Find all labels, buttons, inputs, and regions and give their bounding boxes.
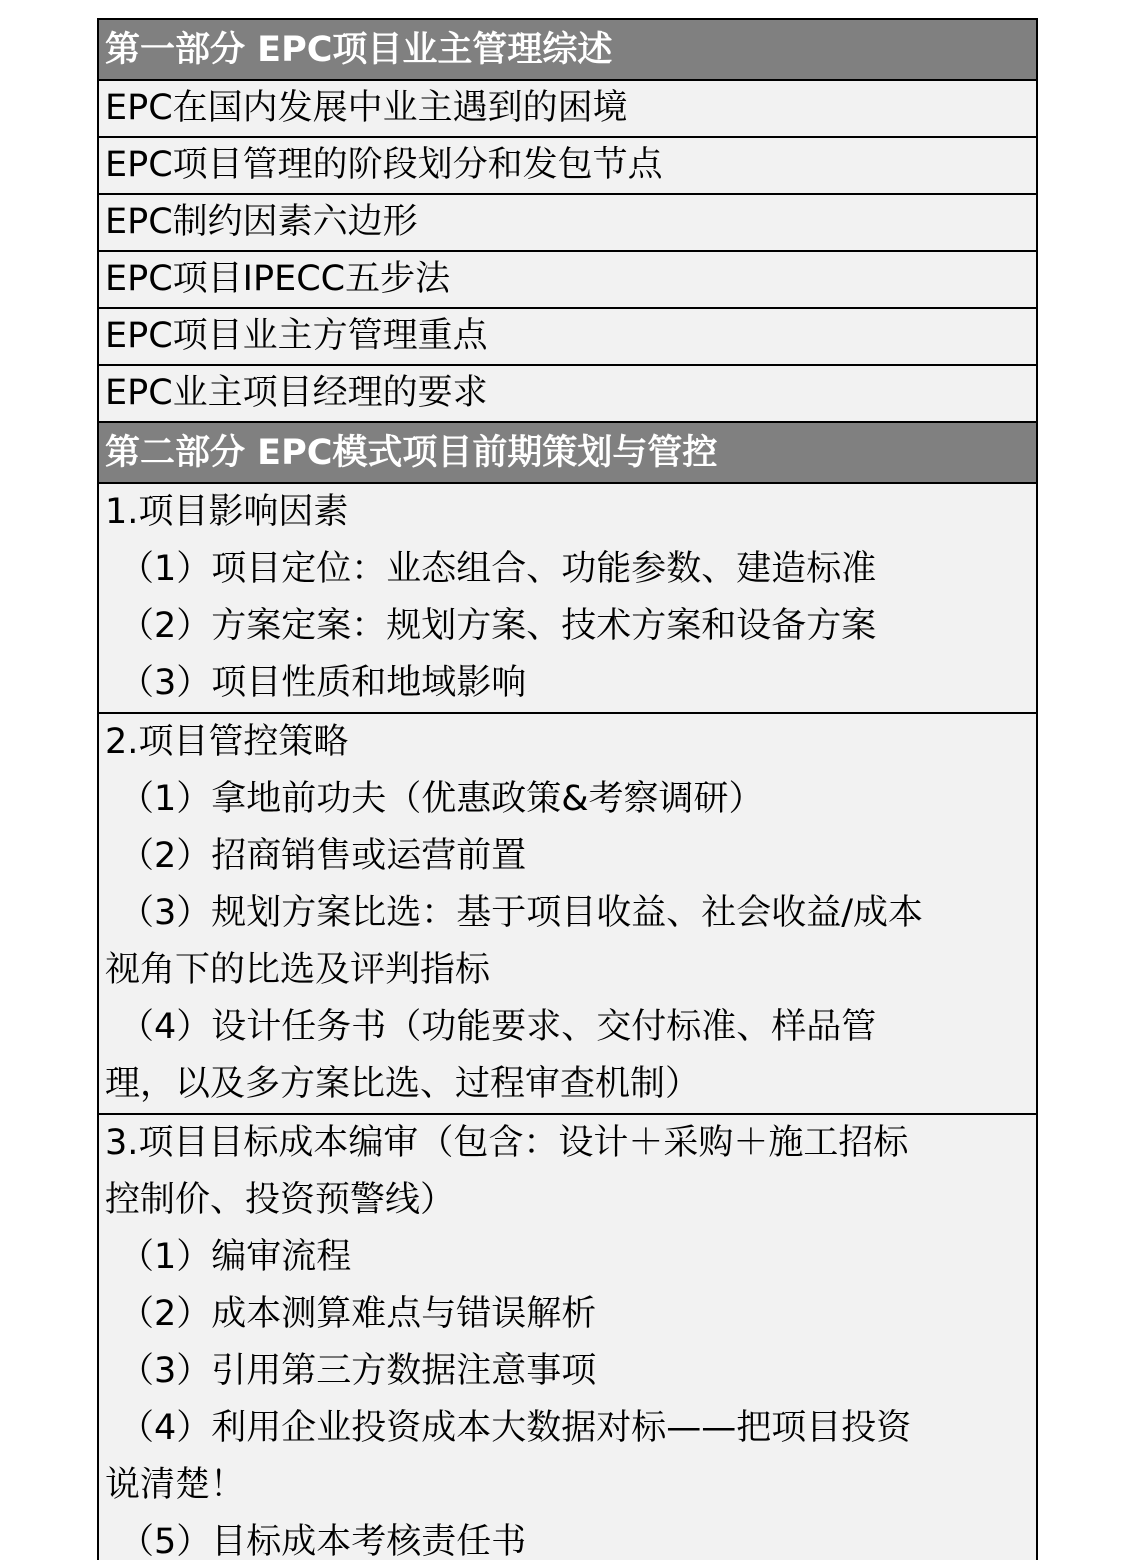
section3-line-4-cont: 说清楚！	[105, 1465, 246, 1505]
section2-line-3: （3）规划方案比选：基于项目收益、社会收益/成本	[119, 893, 924, 933]
section1-line-1: （1）项目定位：业态组合、功能参数、建造标准	[119, 549, 877, 589]
part1-item-2: EPC项目管理的阶段划分和发包节点	[99, 138, 1036, 195]
section3-line-4: （4）利用企业投资成本大数据对标——把项目投资	[119, 1408, 912, 1448]
part1-item-1: EPC在国内发展中业主遇到的困境	[99, 81, 1036, 138]
course-outline-table	[97, 18, 1038, 1560]
part2-section3	[99, 1115, 1036, 1560]
section1-line-3: （3）项目性质和地域影响	[119, 663, 527, 703]
section2-heading: 2.项目管控策略	[105, 722, 349, 762]
part1-title: 第一部分 EPC项目业主管理综述	[99, 20, 1036, 81]
section2-line-3-cont: 视角下的比选及评判指标	[105, 950, 491, 990]
section3-line-3: （3）引用第三方数据注意事项	[119, 1351, 597, 1391]
part1-item-5: EPC项目业主方管理重点	[99, 309, 1036, 366]
section3-heading-line-1: 3.项目目标成本编审（包含：设计＋采购＋施工招标	[105, 1123, 909, 1163]
part2-title: 第二部分 EPC模式项目前期策划与管控	[99, 423, 1036, 484]
section2-line-4-cont: 理，以及多方案比选、过程审查机制）	[105, 1064, 701, 1104]
section3-heading-line-2: 控制价、投资预警线）	[105, 1180, 456, 1220]
section1-heading: 1.项目影响因素	[105, 492, 349, 532]
part2-section2	[99, 714, 1036, 1115]
section3-line-1: （1）编审流程	[119, 1237, 352, 1277]
section3-line-2: （2）成本测算难点与错误解析	[119, 1294, 597, 1334]
section2-line-1: （1）拿地前功夫（优惠政策&考察调研）	[119, 779, 764, 819]
section3-line-5: （5）目标成本考核责任书	[119, 1522, 527, 1560]
section2-line-2: （2）招商销售或运营前置	[119, 836, 527, 876]
part1-item-3: EPC制约因素六边形	[99, 195, 1036, 252]
section1-line-2: （2）方案定案：规划方案、技术方案和设备方案	[119, 606, 877, 646]
section2-line-4: （4）设计任务书（功能要求、交付标准、样品管	[119, 1007, 877, 1047]
part1-item-4: EPC项目IPECC五步法	[99, 252, 1036, 309]
part2-section1	[99, 484, 1036, 714]
part1-item-6: EPC业主项目经理的要求	[99, 366, 1036, 423]
